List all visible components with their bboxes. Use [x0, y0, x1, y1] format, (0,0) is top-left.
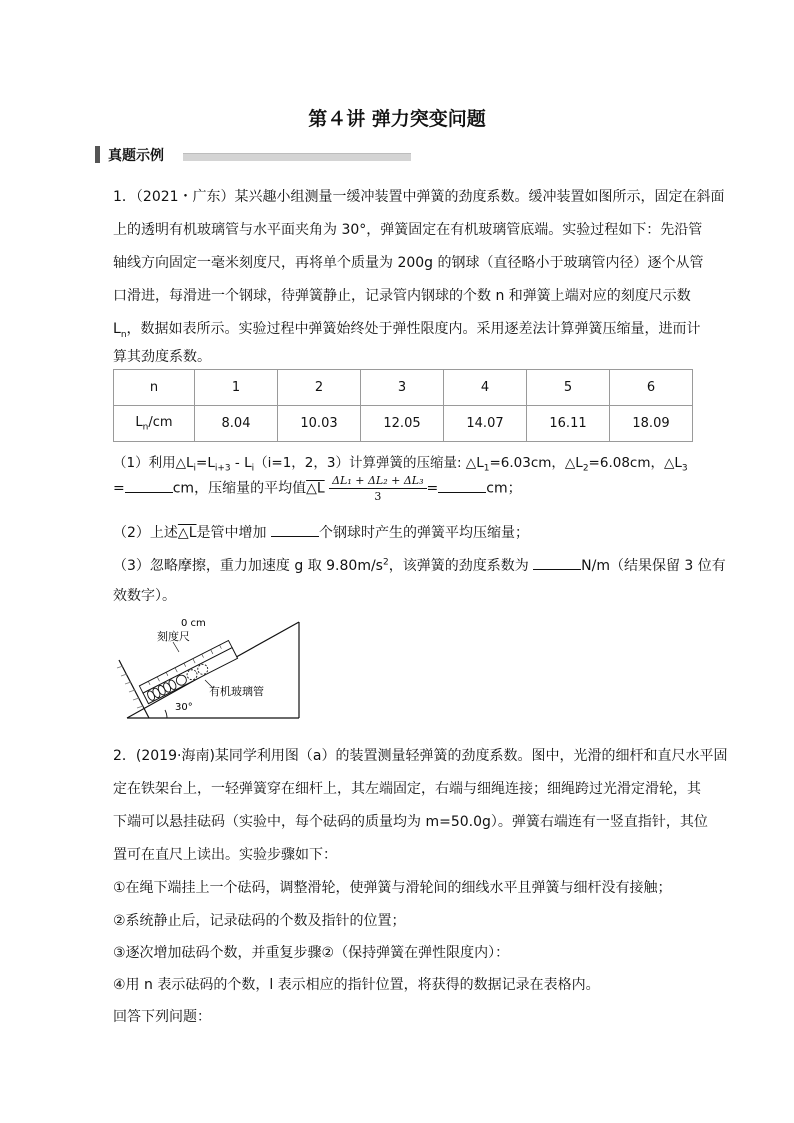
page-title: 第４讲 弹力突变问题 — [308, 108, 486, 130]
q2-step-2: ②系统静止后，记录砝码的个数及指针的位置； — [113, 913, 406, 929]
q2-line-3: 下端可以悬挂砝码（实验中，每个砝码的质量均为 m=50.0g）。弹簧右端连有一竖直指针，其位 — [113, 814, 708, 830]
answer-blank[interactable] — [533, 557, 581, 570]
label-angle: 30° — [175, 702, 193, 713]
q1-line-4: 口滑进，每滑进一个钢球，待弹簧静止，记录管内钢球的个数 n 和弹簧上端对应的刻度尺示数 — [113, 288, 691, 304]
q1-sub1-line2: = cm，压缩量的平均值△L $\frac{\text{ΔL₁ + ΔL₂ + ΔL₃}}{3}$ = cm； — [113, 474, 522, 503]
table-cell: 14.07 — [444, 406, 527, 442]
q2-line-1: 2．(2019·海南)某同学利用图（a）的装置测量轻弹簧的劲度系数。图中，光滑的细杆和直尺水平固 — [113, 748, 728, 764]
avg-delta-l: △L — [306, 480, 325, 497]
buffer-device-figure — [113, 618, 308, 722]
table-cell: 8.04 — [195, 406, 278, 442]
q1-line-3: 轴线方向固定一毫米刻度尺，再将单个质量为 200g 的钢球（直径略小于玻璃管内径）逐个从管 — [113, 255, 704, 271]
label-tube: 有机玻璃管 — [209, 685, 264, 698]
table-cell: 18.09 — [610, 406, 693, 442]
q1-line-5: $L_n$，数据如表所示。实验过程中弹簧始终处于弹性限度内。采用逐差法计算弹簧压缩量，进而计 — [113, 321, 701, 340]
table-cell: 2 — [278, 370, 361, 406]
table-header-ln: $L_n/cm$ — [114, 406, 195, 442]
table-cell: 10.03 — [278, 406, 361, 442]
average-formula: $\frac{\text{ΔL₁ + ΔL₂ + ΔL₃}}{3}$ — [329, 474, 426, 503]
table-cell: 6 — [610, 370, 693, 406]
q1-sub3-line1: （3）忽略摩擦，重力加速度 g 取 $9.80m/s^2$，该弹簧的劲度系数为 N/m（结果保留 3 位有 — [113, 557, 726, 574]
section-divider — [183, 153, 411, 161]
label-zero-cm: 0 cm — [181, 618, 206, 629]
q2-step-3: ③逐次增加砝码个数，并重复步骤②（保持弹簧在弹性限度内）： — [113, 945, 510, 961]
answer-blank[interactable] — [125, 480, 173, 493]
table-cell: 3 — [361, 370, 444, 406]
table-header-n: n — [114, 370, 195, 406]
table-row — [114, 406, 693, 442]
data-table — [113, 369, 693, 442]
q1-sub2: （2）上述△L是管中增加 个钢球时产生的弹簧平均压缩量； — [113, 525, 529, 541]
answer-blank[interactable] — [271, 524, 319, 537]
q2-step-4: ④用 n 表示砝码的个数，l 表示相应的指针位置，将获得的数据记录在表格内。 — [113, 977, 600, 993]
section-marker — [95, 146, 100, 163]
label-ruler: 刻度尺 — [157, 630, 190, 643]
q1-line-1: 1．（2021・广东）某兴趣小组测量一缓冲装置中弹簧的劲度系数。缓冲装置如图所示，固定在斜面 — [113, 189, 725, 205]
answer-blank[interactable] — [438, 480, 486, 493]
q1-sub1-line1: （1）利用$\triangle L_i=L_{i+3} - L_i(i=1$，2，3）计算弹簧的压缩量: $\triangle L_1=6.03cm$，$\triangle L_2=6.08cm$，$\triangle L_3$ — [113, 455, 688, 474]
section-label: 真题示例 — [108, 148, 164, 164]
q1-line-6: 算其劲度系数。 — [113, 349, 211, 365]
q2-step-1: ①在绳下端挂上一个砝码，调整滑轮，使弹簧与滑轮间的细线水平且弹簧与细杆没有接触； — [113, 880, 672, 896]
table-cell: 4 — [444, 370, 527, 406]
table-row — [114, 370, 693, 406]
q2-line-2: 定在铁架台上，一轻弹簧穿在细杆上，其左端固定，右端与细绳连接；细绳跨过光滑定滑轮，其 — [113, 781, 701, 797]
table-cell: 16.11 — [527, 406, 610, 442]
table-cell: 12.05 — [361, 406, 444, 442]
q2-line-4: 置可在直尺上读出。实验步骤如下： — [113, 847, 337, 863]
q2-prompt: 回答下列问题： — [113, 1009, 211, 1025]
table-cell: 5 — [527, 370, 610, 406]
q1-sub3-line2: 效数字）。 — [113, 588, 176, 604]
table-cell: 1 — [195, 370, 278, 406]
q1-line-2: 上的透明有机玻璃管与水平面夹角为 30°，弹簧固定在有机玻璃管底端。实验过程如下：先沿管 — [113, 222, 703, 238]
